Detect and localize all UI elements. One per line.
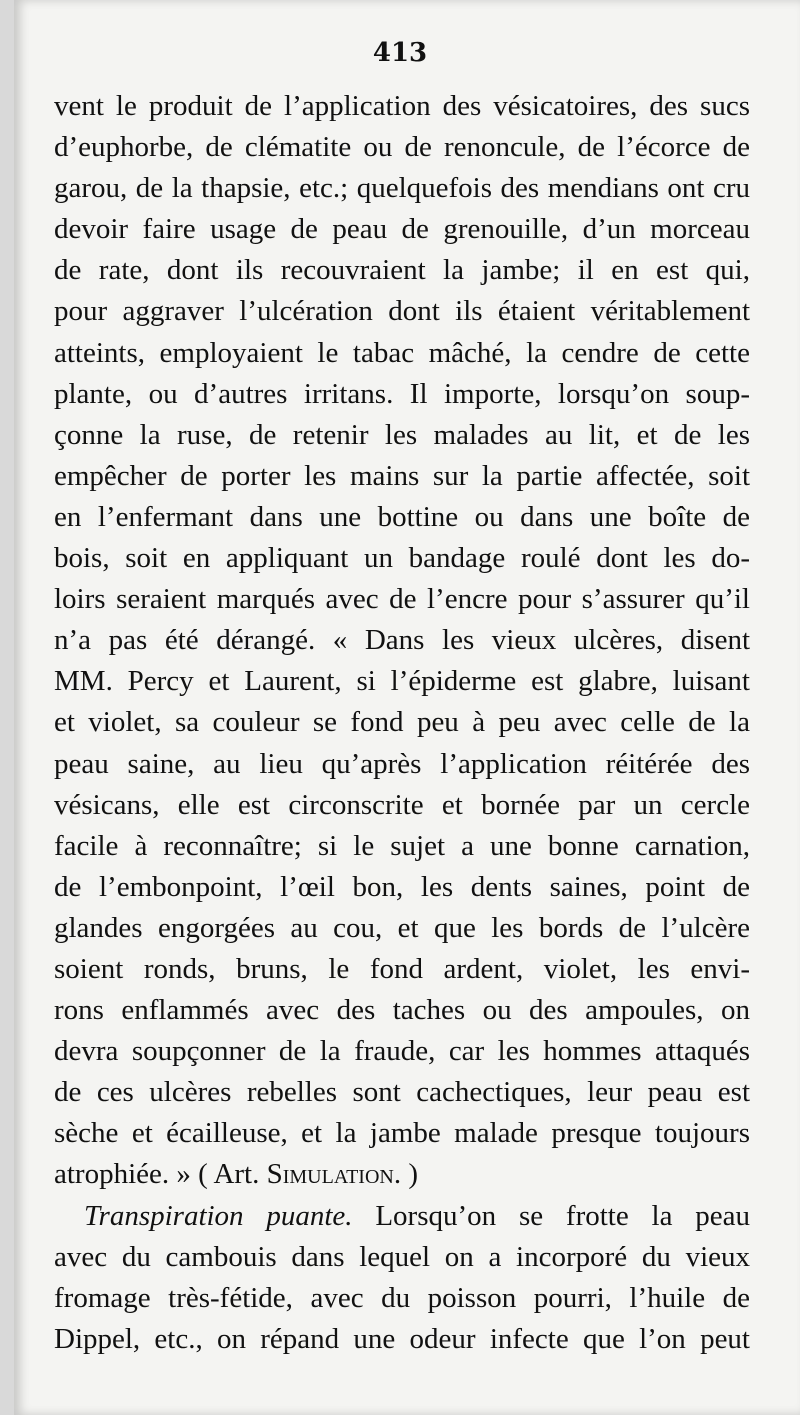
citation-close: ): [401, 1158, 419, 1191]
text-line: de rate, dont ils recouvraient la jambe; il en est qui,: [54, 254, 750, 287]
text-line: devra soupçonner de la fraude, car les hommes attaqués: [54, 1035, 750, 1068]
section-text: Lorsqu’on se frotte la peau: [352, 1199, 750, 1232]
text-line: atteints, employaient le tabac mâché, la cendre de cette: [54, 336, 750, 369]
text-line: n’a pas été dérangé. « Dans les vieux ulcères, disent: [54, 624, 750, 657]
text-line: de ces ulcères rebelles sont cachectiques, leur peau est: [54, 1076, 750, 1109]
text-line: soient ronds, bruns, le fond ardent, violet, les envi-: [54, 952, 750, 985]
text-line: peau saine, au lieu qu’après l’application réitérée des: [54, 747, 750, 780]
body-text: [54, 86, 750, 1360]
text-line: garou, de la thapsie, etc.; quelquefois des mendians ont cru: [54, 172, 750, 205]
text-line: pour aggraver l’ulcération dont ils étaient véritablement: [54, 295, 750, 328]
text-line-section-start: [54, 1196, 750, 1237]
text-line: et violet, sa couleur se fond peu à peu avec celle de la: [54, 706, 750, 739]
text-line: vent le produit de l’application des vésicatoires, des sucs: [54, 90, 750, 122]
text-line: de l’embonpoint, l’œil bon, les dents saines, point de: [54, 870, 750, 903]
text-line-citation: [54, 1154, 750, 1195]
text-line: empêcher de porter les mains sur la partie affectée, soit: [54, 459, 750, 492]
text-line: d’euphorbe, de clématite ou de renoncule, de l’écorce de: [54, 131, 750, 164]
text-line: sèche et écailleuse, et la jambe malade presque toujours: [54, 1117, 750, 1150]
text-line: avec du cambouis dans lequel on a incorporé du vieux: [54, 1240, 750, 1273]
text-line: devoir faire usage de peau de grenouille, d’un morceau: [54, 213, 750, 246]
text-line: MM. Percy et Laurent, si l’épiderme est glabre, luisant: [54, 665, 750, 698]
page-number: 413: [372, 38, 428, 68]
text-line: çonne la ruse, de retenir les malades au lit, et de les: [54, 418, 750, 451]
text-line: facile à reconnaître; si le sujet a une bonne carnation,: [54, 829, 750, 862]
text-line: fromage très-fétide, avec du poisson pourri, l’huile de: [54, 1281, 750, 1314]
text-line: loirs seraient marqués avec de l’encre pour s’assurer qu’il: [54, 583, 750, 616]
citation-article-name: Simulation.: [266, 1158, 402, 1191]
text-line: glandes engorgées au cou, et que les bords de l’ulcère: [54, 911, 750, 944]
text-line: Dippel, etc., on répand une odeur infecte que l’on peut: [54, 1322, 750, 1355]
text-line: vésicans, elle est circonscrite et bornée par un cercle: [54, 788, 750, 821]
section-heading: Transpiration puante.: [84, 1199, 353, 1232]
text-line: bois, soit en appliquant un bandage roulé dont les do-: [54, 542, 750, 575]
text-line: rons enflammés avec des taches ou des ampoules, on: [54, 994, 750, 1027]
text-line: plante, ou d’autres irritans. Il importe, lorsqu’on soup-: [54, 377, 750, 410]
citation-text: atrophiée. » ( Art.: [54, 1158, 267, 1191]
text-line: en l’enfermant dans une bottine ou dans une boîte de: [54, 500, 750, 533]
